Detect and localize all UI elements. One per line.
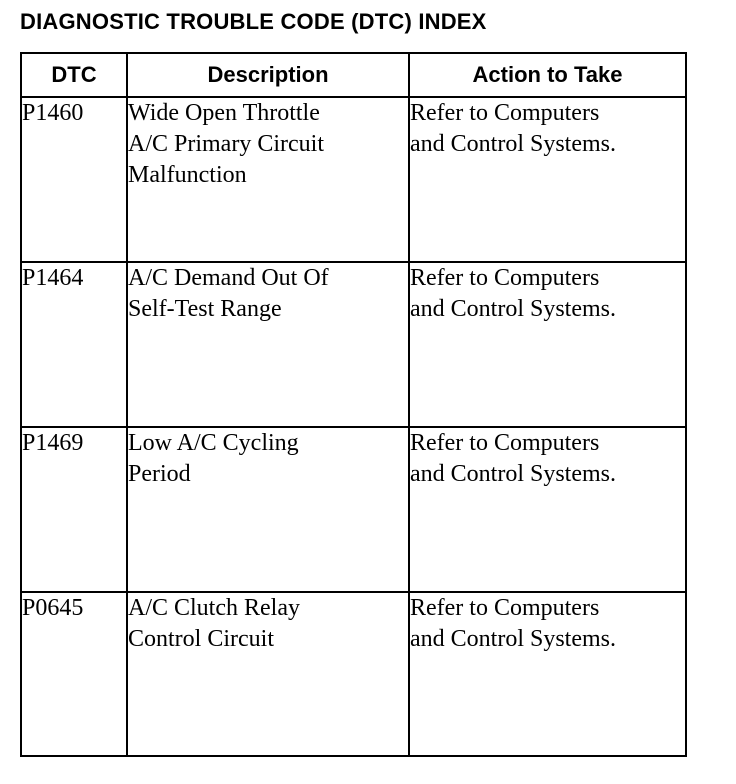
dtc-description: Wide Open Throttle A/C Primary Circuit Malfunction — [127, 97, 409, 262]
header-description: Description — [127, 53, 409, 97]
dtc-code: P0645 — [21, 592, 127, 756]
dtc-action: Refer to Computers and Control Systems. — [409, 262, 686, 427]
dtc-code: P1469 — [21, 427, 127, 592]
header-dtc: DTC — [21, 53, 127, 97]
table-row — [21, 262, 686, 427]
dtc-action: Refer to Computers and Control Systems. — [409, 427, 686, 592]
table-row — [21, 427, 686, 592]
dtc-description: A/C Demand Out Of Self-Test Range — [127, 262, 409, 427]
header-action: Action to Take — [409, 53, 686, 97]
page-title: DIAGNOSTIC TROUBLE CODE (DTC) INDEX — [20, 9, 487, 34]
dtc-action: Refer to Computers and Control Systems. — [409, 592, 686, 756]
dtc-code: P1460 — [21, 97, 127, 262]
dtc-description: Low A/C Cycling Period — [127, 427, 409, 592]
table-header-row — [21, 53, 686, 97]
dtc-code: P1464 — [21, 262, 127, 427]
dtc-action: Refer to Computers and Control Systems. — [409, 97, 686, 262]
table-row — [21, 592, 686, 756]
dtc-description: A/C Clutch Relay Control Circuit — [127, 592, 409, 756]
table-row — [21, 97, 686, 262]
dtc-index-table — [20, 52, 687, 757]
